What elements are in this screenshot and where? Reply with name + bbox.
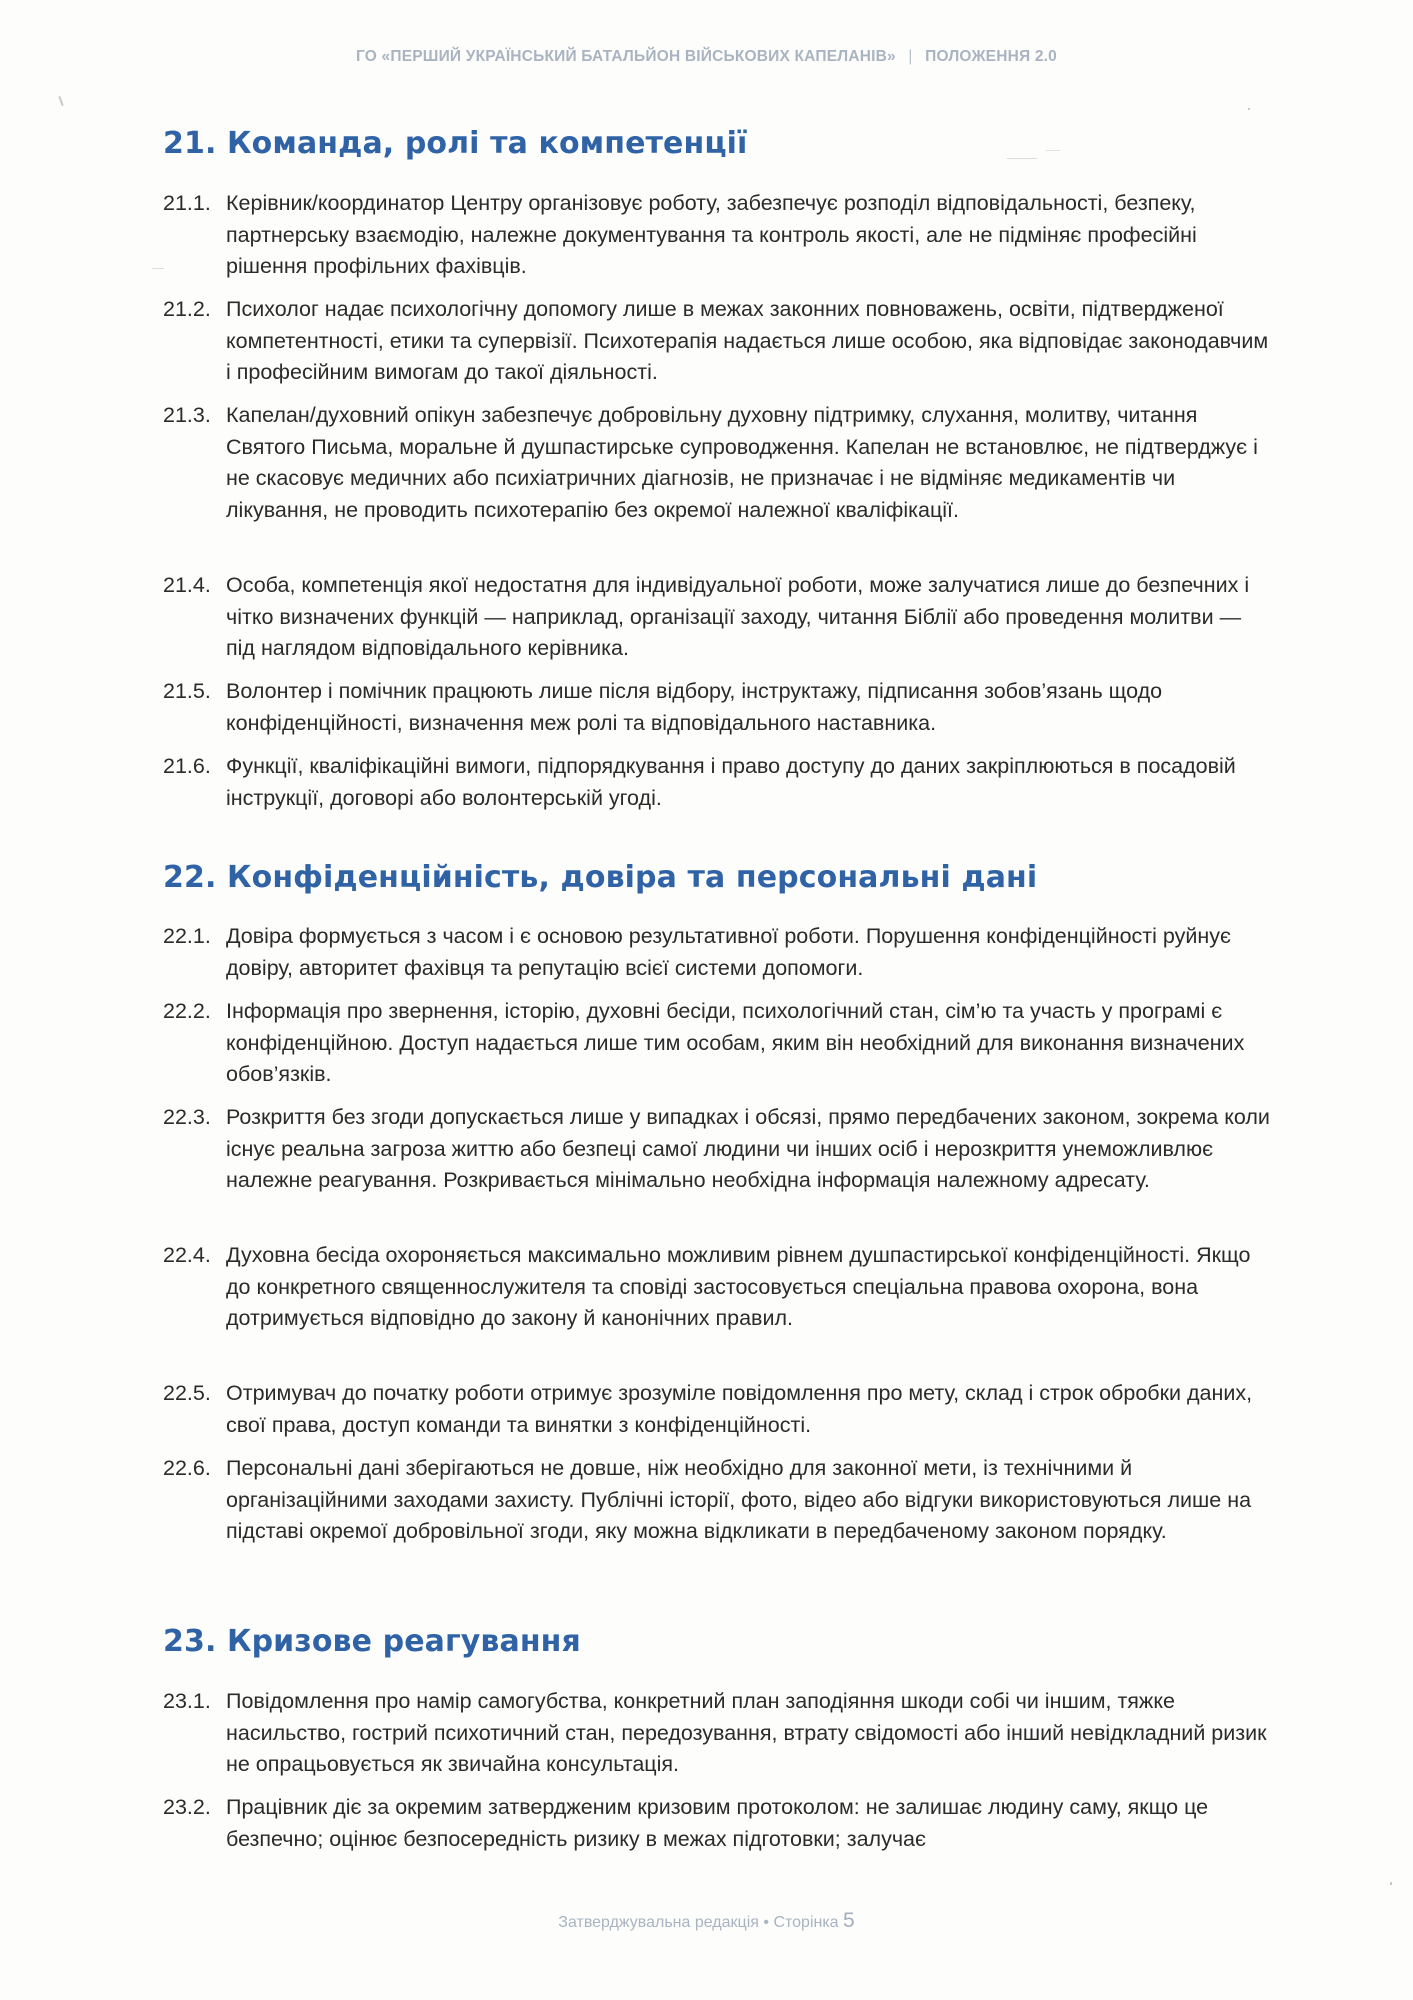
clause-number: 21.2. xyxy=(163,297,211,321)
footer-label: Затверджувальна редакція xyxy=(558,1914,759,1931)
clause-number: 22.2. xyxy=(163,999,211,1023)
clause-number: 22.3. xyxy=(163,1105,211,1129)
clause-number: 22.4. xyxy=(163,1243,211,1267)
scan-speck xyxy=(58,96,63,106)
clause xyxy=(163,1378,1273,1441)
clause-text: Отримувач до початку роботи отримує зрозуміле повідомлення про мету, склад і строк обробки даних, свої права, доступ команди та винятки з конфіденційності. xyxy=(226,1381,1253,1437)
clause xyxy=(163,1453,1273,1548)
clause-number: 23.1. xyxy=(163,1689,211,1713)
clause-text: Волонтер і помічник працюють лише після відбору, інструктажу, підписання зобов’язань щодо конфіденційності, визначення меж ролі та відповідального наставника. xyxy=(226,679,1163,735)
clause-text: Психолог надає психологічну допомогу лише в межах законних повноважень, освіти, підтвердженої компетентності, етики та супервізії. Психотерапія надається лише особою, яка відповідає законодавчим і професійним вимогам до такої діяльності. xyxy=(226,297,1269,384)
clause xyxy=(163,1102,1273,1197)
clause-text: Довіра формується з часом і є основою результативної роботи. Порушення конфіденційності руйнує довіру, авторитет фахівця та репутацію всієї системи допомоги. xyxy=(226,924,1231,980)
running-header xyxy=(0,48,1413,66)
section-title: 22. Конфіденційність, довіра та персональні дані xyxy=(163,860,1038,895)
clause-text: Керівник/координатор Центру організовує роботу, забезпечує розподіл відповідальності, безпеку, партнерську взаємодію, належне документування та контроль якості, але не підміняє професійні рішення профільних фахівців. xyxy=(226,191,1197,278)
clause-text: Персональні дані зберігаються не довше, ніж необхідно для законної мети, із технічними й організаційними заходами захисту. Публічні історії, фото, відео або відгуки використовуються лише на підставі окремої добровільної згоди, яку можна відкликати в передбаченому законом порядку. xyxy=(226,1456,1252,1543)
clause-text: Духовна бесіда охороняється максимально можливим рівнем душпастирської конфіденційності. Якщо до конкретного священнослужителя та сповіді застосовується спеціальна правова охорона, вона дотримується відповідно до закону й канонічних правил. xyxy=(226,1243,1251,1330)
clause-text: Інформація про звернення, історію, духовні бесіди, психологічний стан, сім’ю та участь у програмі є конфіденційною. Доступ надається лише тим особам, яким він необхідний для виконання визначених обов’язків. xyxy=(226,999,1245,1086)
footer-page-label: Сторінка xyxy=(773,1914,839,1931)
scan-speck xyxy=(1390,1882,1392,1885)
clause xyxy=(163,1792,1273,1855)
clause-text: Повідомлення про намір самогубства, конкретний план заподіяння шкоди собі чи іншим, тяжке насильство, гострий психотичний стан, передозування, втрату свідомості або інший невідкладний ризик не опрацьовується як звичайна консультація. xyxy=(226,1689,1267,1776)
clause-text: Особа, компетенція якої недостатня для індивідуальної роботи, може залучатися лише до безпечних і чітко визначених функцій — наприклад, організації заходу, читання Біблії або проведення молитви — під наглядом відповідального керівника. xyxy=(226,573,1250,660)
clause-text: Функції, кваліфікаційні вимоги, підпорядкування і право доступу до даних закріплюються в посадовій інструкції, договорі або волонтерській угоді. xyxy=(226,754,1236,810)
clause-number: 21.6. xyxy=(163,754,211,778)
clause-number: 23.2. xyxy=(163,1795,211,1819)
page-footer xyxy=(0,1909,1413,1933)
clause-text: Капелан/духовний опікун забезпечує добровільну духовну підтримку, слухання, молитву, читання Святого Письма, моральне й душпастирське супроводження. Капелан не встановлює, не підтверджує і не скасовує медичних або психіатричних діагнозів, не призначає і не відміняє медикаментів чи лікування, не проводить психотерапію без окремої належної кваліфікації. xyxy=(226,403,1258,522)
clause-number: 22.5. xyxy=(163,1381,211,1405)
clause-text: Працівник діє за окремим затвердженим кризовим протоколом: не залишає людину саму, якщо це безпечно; оцінює безпосередність ризику в межах підготовки; залучає xyxy=(226,1795,1209,1851)
scan-speck xyxy=(1248,108,1250,110)
clause xyxy=(163,921,1273,984)
header-doc: ПОЛОЖЕННЯ 2.0 xyxy=(925,48,1057,65)
clause-number: 21.5. xyxy=(163,679,211,703)
clause xyxy=(163,570,1273,665)
clause xyxy=(163,1686,1273,1781)
clause xyxy=(163,996,1273,1091)
page-number: 5 xyxy=(843,1909,855,1932)
clause-number: 22.6. xyxy=(163,1456,211,1480)
header-separator: | xyxy=(908,48,913,65)
scan-speck xyxy=(152,268,164,269)
scan-speck xyxy=(1007,158,1037,159)
clause xyxy=(163,1240,1273,1335)
clause-number: 22.1. xyxy=(163,924,211,948)
clause xyxy=(163,188,1273,283)
clause xyxy=(163,751,1273,814)
clause-number: 21.4. xyxy=(163,573,211,597)
section-title: 21. Команда, ролі та компетенції xyxy=(163,126,748,161)
clause-number: 21.1. xyxy=(163,191,211,215)
clause-number: 21.3. xyxy=(163,403,211,427)
section-title: 23. Кризове реагування xyxy=(163,1624,581,1659)
clause xyxy=(163,676,1273,739)
scan-speck xyxy=(1046,150,1060,151)
header-org: ГО «ПЕРШИЙ УКРАЇНСЬКИЙ БАТАЛЬЙОН ВІЙСЬКОВИХ КАПЕЛАНІВ» xyxy=(356,48,896,65)
footer-bullet: • xyxy=(763,1914,769,1931)
clause-text: Розкриття без згоди допускається лише у випадках і обсязі, прямо передбачених законом, зокрема коли існує реальна загроза життю або безпеці самої людини чи інших осіб і нерозкриття унеможливлює належне реагування. Розкривається мінімально необхідна інформація належному адресату. xyxy=(226,1105,1270,1192)
clause xyxy=(163,400,1273,526)
clause xyxy=(163,294,1273,389)
